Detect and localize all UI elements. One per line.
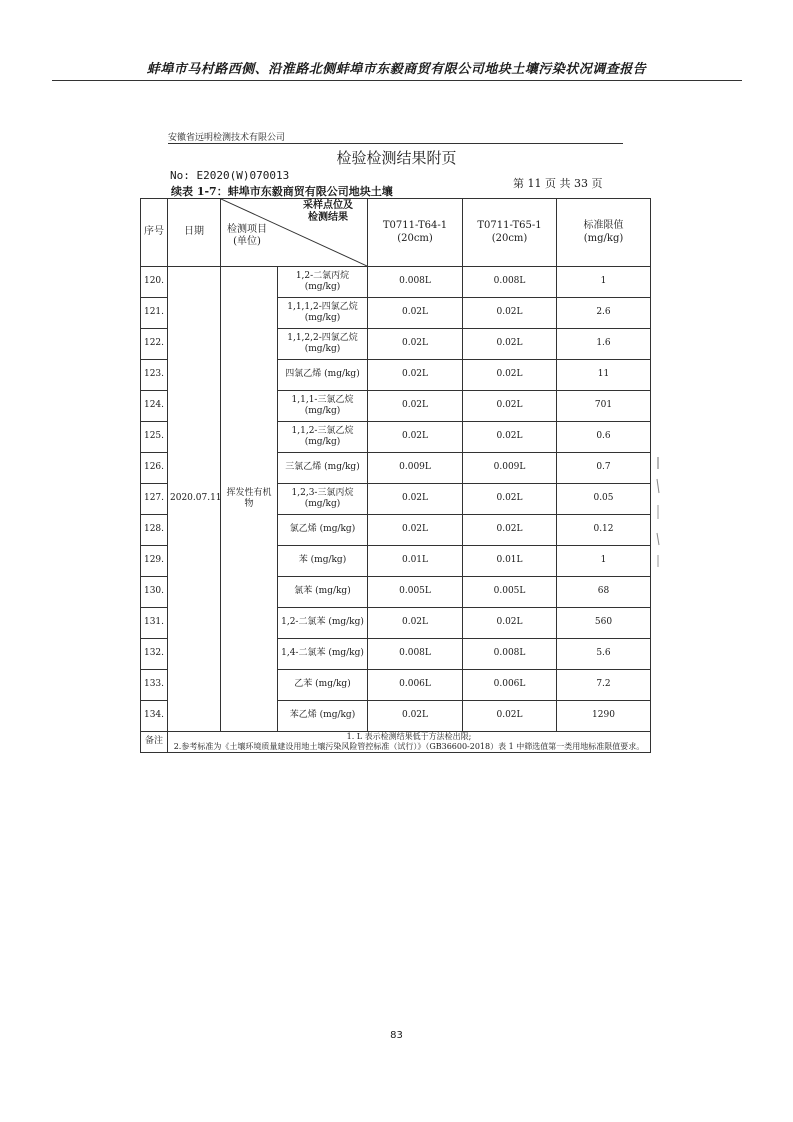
header-row (141, 199, 651, 267)
results-table-container (140, 198, 650, 753)
sample-2-value: 0.005L (463, 577, 557, 608)
seq-cell: 122. (141, 329, 168, 360)
sample-1-value: 0.006L (368, 670, 463, 701)
item-cell: 1,2,3-三氯丙烷 (mg/kg) (278, 484, 368, 515)
item-cell: 氯苯 (mg/kg) (278, 577, 368, 608)
report-number: No: E2020(W)070013 (170, 169, 290, 182)
document-title: 检验检测结果附页 (336, 149, 457, 167)
limit-value: 68 (557, 577, 651, 608)
remarks-text (168, 732, 651, 753)
item-cell: 苯 (mg/kg) (278, 546, 368, 577)
report-header-title: 蚌埠市马村路西侧、沿淮路北侧蚌埠市东毅商贸有限公司地块土壤污染状况调查报告 (146, 62, 647, 77)
seq-cell: 126. (141, 453, 168, 484)
remark-line-1: 1. L 表示检测结果低于方法检出限; (346, 732, 472, 741)
sample-2-value: 0.02L (463, 360, 557, 391)
page-info: 第 11 页 共 33 页 (513, 177, 603, 190)
page-number: 83 (390, 1030, 403, 1041)
limit-value: 2.6 (557, 298, 651, 329)
item-cell: 1,1,2,2-四氯乙烷 (mg/kg) (278, 329, 368, 360)
sample-2-value: 0.008L (463, 639, 557, 670)
sample-1-value: 0.02L (368, 701, 463, 732)
limit-value: 5.6 (557, 639, 651, 670)
company-divider (168, 143, 623, 144)
results-table (140, 198, 651, 753)
sample-2-value: 0.02L (463, 298, 557, 329)
limit-value: 0.7 (557, 453, 651, 484)
item-diagonal-header (221, 199, 368, 267)
remarks-row (141, 732, 651, 753)
sample-1-value: 0.02L (368, 391, 463, 422)
item-cell: 1,1,1-三氯乙烷 (mg/kg) (278, 391, 368, 422)
sample-1-value: 0.009L (368, 453, 463, 484)
test-item-label: 检测项目 (单位) (227, 224, 267, 247)
seq-cell: 127. (141, 484, 168, 515)
limit-value: 0.12 (557, 515, 651, 546)
seq-cell: 124. (141, 391, 168, 422)
limit-header: 标准限值 (mg/kg) (557, 199, 651, 267)
limit-value: 701 (557, 391, 651, 422)
sample-1-value: 0.005L (368, 577, 463, 608)
item-cell: 四氯乙烯 (mg/kg) (278, 360, 368, 391)
sample-2-value: 0.02L (463, 391, 557, 422)
sample-1-value: 0.01L (368, 546, 463, 577)
sample-2-value: 0.02L (463, 422, 557, 453)
seq-cell: 121. (141, 298, 168, 329)
item-cell: 1,2-二氯苯 (mg/kg) (278, 608, 368, 639)
sample-2-value: 0.02L (463, 329, 557, 360)
sample-2-value: 0.009L (463, 453, 557, 484)
seq-cell: 125. (141, 422, 168, 453)
item-cell: 1,1,2-三氯乙烷 (mg/kg) (278, 422, 368, 453)
date-header: 日期 (168, 199, 221, 267)
category-cell: 挥发性有机 物 (221, 267, 278, 732)
sample-2-value: 0.02L (463, 701, 557, 732)
results-body (141, 267, 651, 732)
sample-1-value: 0.008L (368, 267, 463, 298)
sample-1-value: 0.008L (368, 639, 463, 670)
item-cell: 乙苯 (mg/kg) (278, 670, 368, 701)
sample-2-header: T0711-T65-1 (20cm) (463, 199, 557, 267)
item-cell: 三氯乙烯 (mg/kg) (278, 453, 368, 484)
sample-2-value: 0.006L (463, 670, 557, 701)
item-cell: 1,1,1,2-四氯乙烷 (mg/kg) (278, 298, 368, 329)
header-divider (52, 80, 742, 81)
limit-value: 0.05 (557, 484, 651, 515)
sample-1-header: T0711-T64-1 (20cm) (368, 199, 463, 267)
sample-1-value: 0.02L (368, 329, 463, 360)
sample-1-value: 0.02L (368, 515, 463, 546)
sample-2-value: 0.008L (463, 267, 557, 298)
remark-line-2: 2.参考标准为《土壤环境质量建设用地土壤污染风险管控标准（试行）》（GB36600-2018）表 1 中筛选值第一类用地标准限值要求。 (173, 742, 645, 751)
sample-1-value: 0.02L (368, 608, 463, 639)
limit-value: 1290 (557, 701, 651, 732)
sample-1-value: 0.02L (368, 422, 463, 453)
company-name: 安徽省远明检测技术有限公司 (168, 133, 286, 143)
sample-2-value: 0.02L (463, 608, 557, 639)
limit-value: 0.6 (557, 422, 651, 453)
limit-value: 1 (557, 267, 651, 298)
sample-2-value: 0.02L (463, 515, 557, 546)
limit-value: 1 (557, 546, 651, 577)
limit-value: 1.6 (557, 329, 651, 360)
table-row (141, 267, 651, 298)
seq-cell: 130. (141, 577, 168, 608)
sample-2-value: 0.02L (463, 484, 557, 515)
seq-cell: 131. (141, 608, 168, 639)
item-cell: 氯乙烯 (mg/kg) (278, 515, 368, 546)
sample-2-value: 0.01L (463, 546, 557, 577)
seq-cell: 129. (141, 546, 168, 577)
item-cell: 1,4-二氯苯 (mg/kg) (278, 639, 368, 670)
seq-cell: 120. (141, 267, 168, 298)
sample-1-value: 0.02L (368, 298, 463, 329)
seq-cell: 128. (141, 515, 168, 546)
remarks-label: 备注 (141, 732, 168, 753)
sample-1-value: 0.02L (368, 484, 463, 515)
seq-header: 序号 (141, 199, 168, 267)
seq-cell: 134. (141, 701, 168, 732)
item-cell: 1,2-二氯丙烷 (mg/kg) (278, 267, 368, 298)
limit-value: 7.2 (557, 670, 651, 701)
sampling-point-label: 采样点位及 检测结果 (303, 200, 353, 223)
limit-value: 11 (557, 360, 651, 391)
table-caption: 续表 1-7：蚌埠市东毅商贸有限公司地块土壤 (171, 185, 393, 198)
item-cell: 苯乙烯 (mg/kg) (278, 701, 368, 732)
seq-cell: 123. (141, 360, 168, 391)
seq-cell: 133. (141, 670, 168, 701)
seq-cell: 132. (141, 639, 168, 670)
sample-1-value: 0.02L (368, 360, 463, 391)
date-cell: 2020.07.11 (168, 267, 221, 732)
side-stamp-marks (652, 455, 664, 570)
limit-value: 560 (557, 608, 651, 639)
